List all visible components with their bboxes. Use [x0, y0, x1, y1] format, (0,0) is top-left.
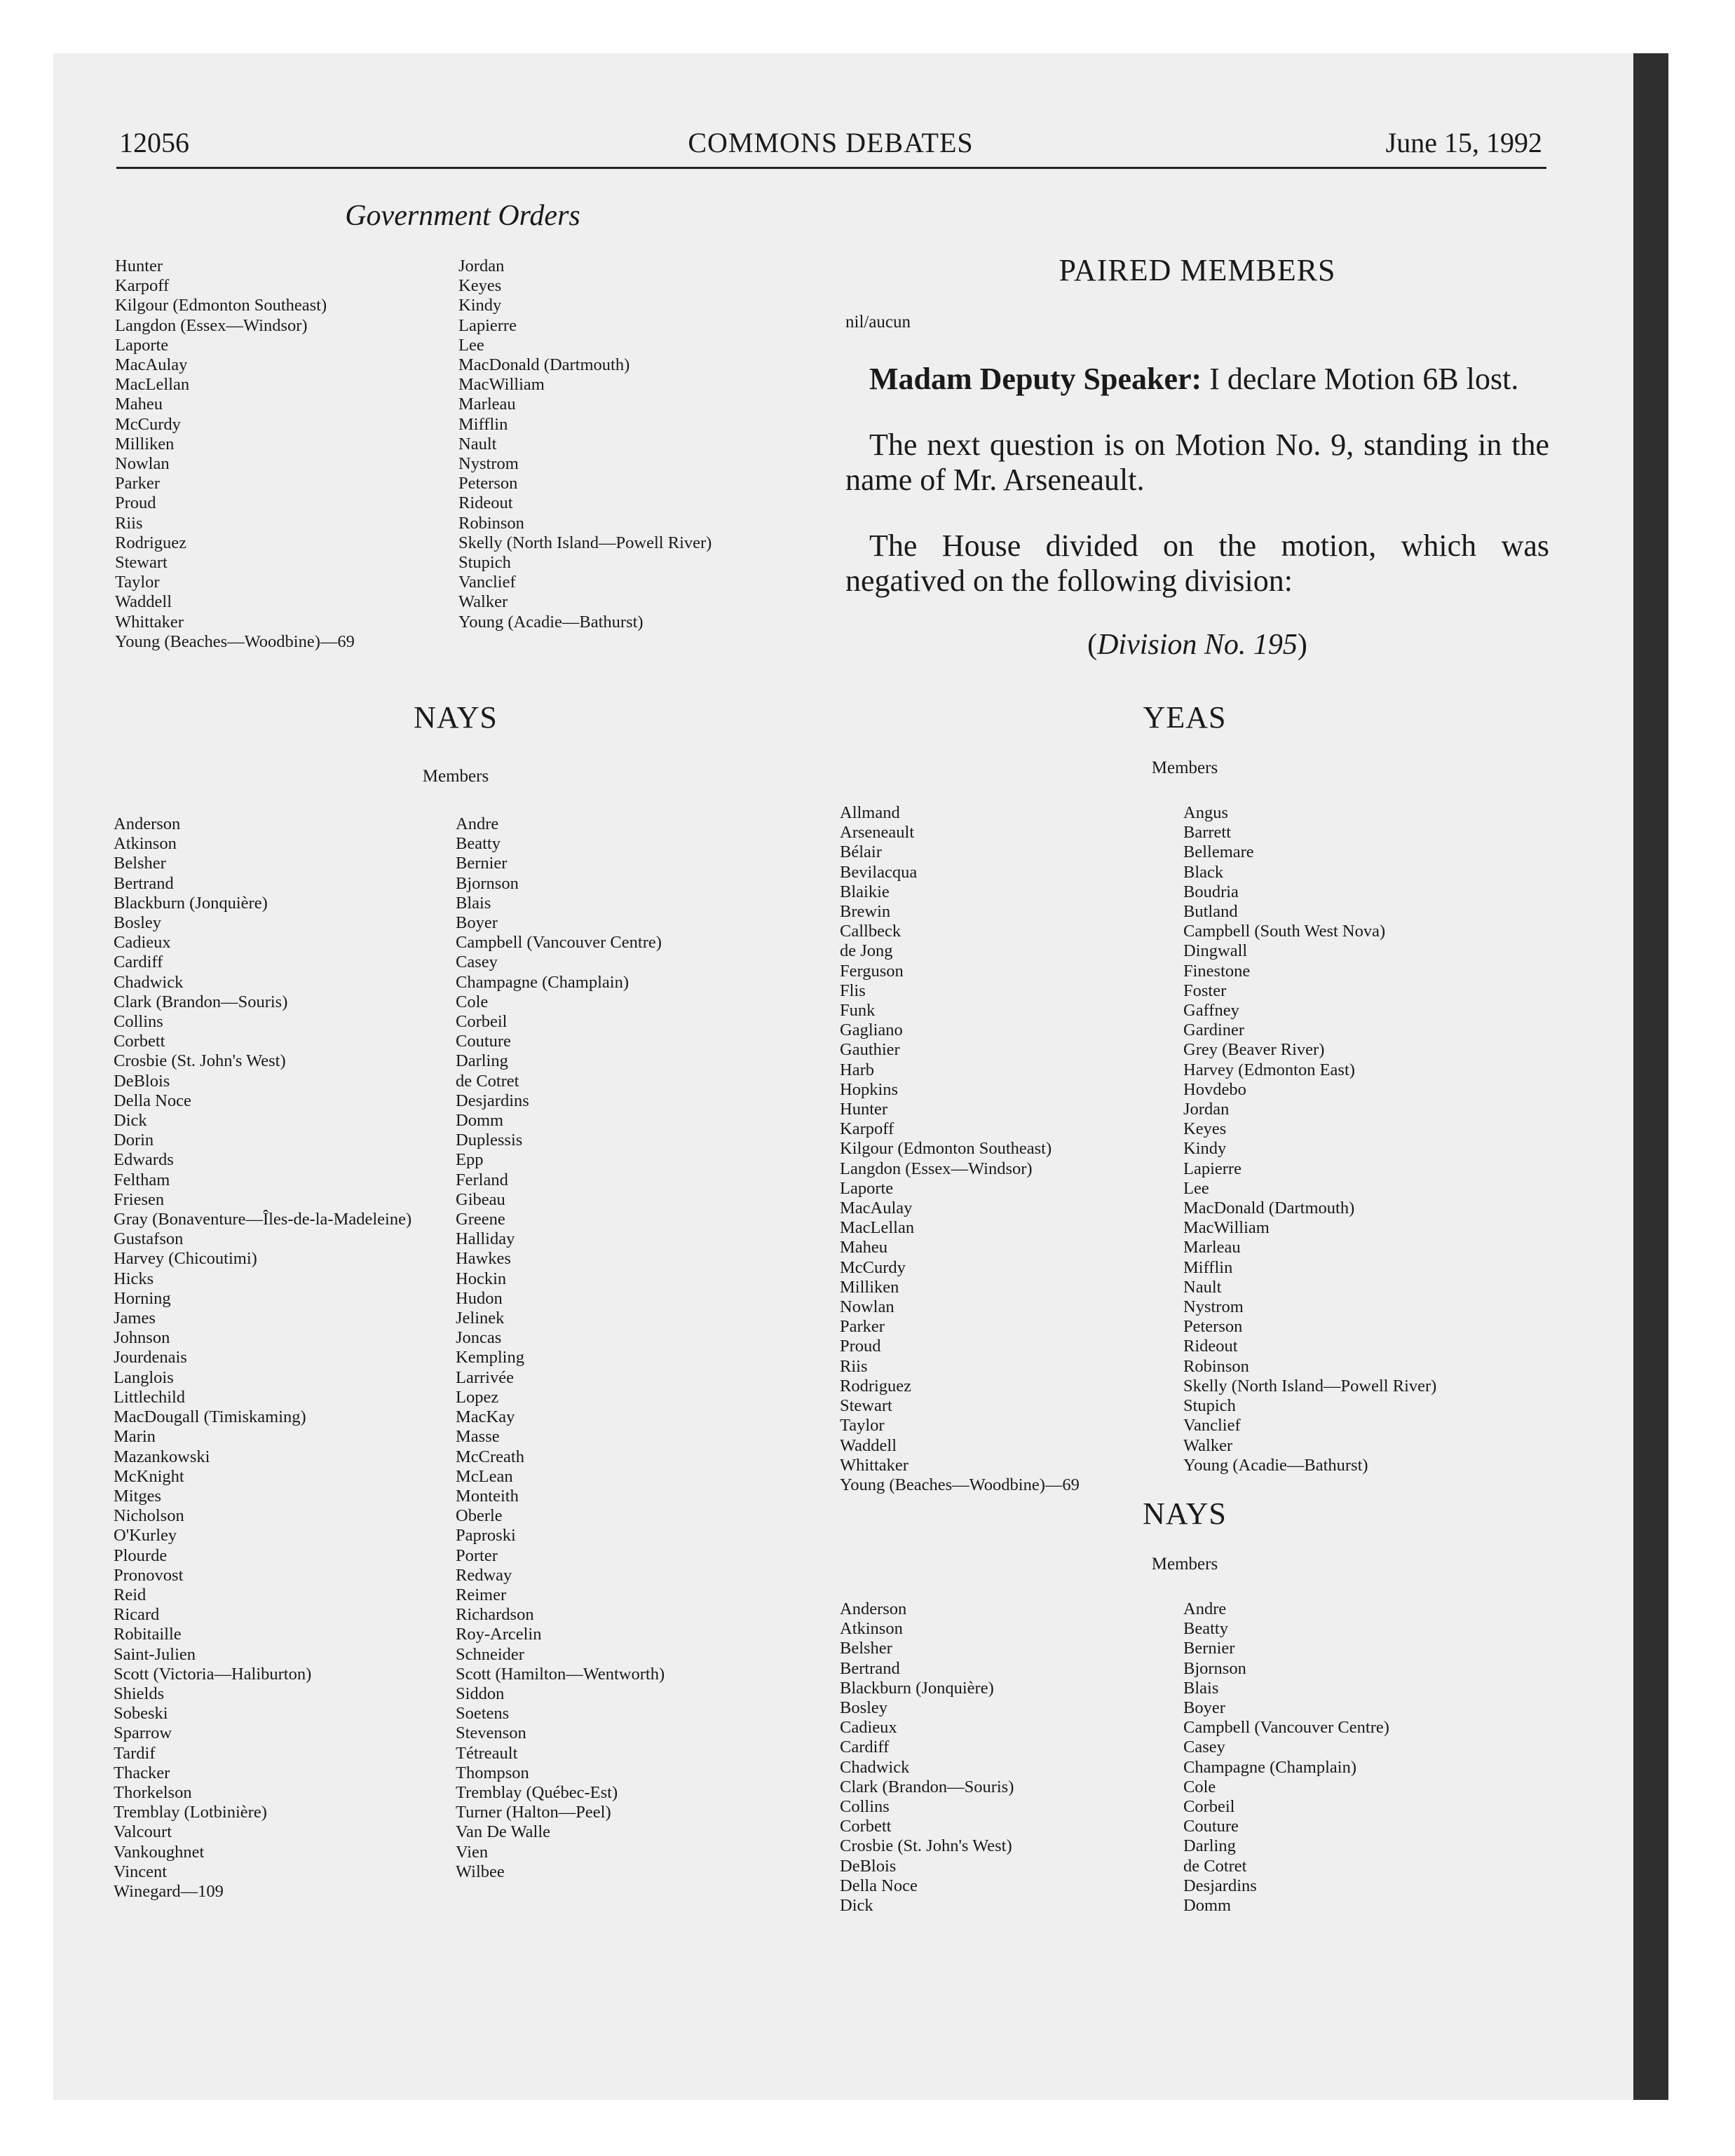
member-name: Kilgour (Edmonton Southeast): [115, 296, 327, 315]
member-name: Harvey (Edmonton East): [1183, 1060, 1355, 1079]
member-name: Vanclief: [1183, 1416, 1241, 1435]
member-name: Dorin: [114, 1131, 154, 1150]
member-name: Robitaille: [114, 1625, 182, 1644]
section-title: Government Orders: [345, 200, 580, 232]
member-name: Angus: [1183, 803, 1228, 822]
member-name: Gustafson: [114, 1229, 184, 1249]
division-number: [845, 628, 1549, 662]
member-name: Funk: [840, 1001, 876, 1021]
member-name: Hawkes: [456, 1249, 511, 1269]
member-name: Cadieux: [114, 933, 171, 953]
member-name: Walker: [458, 592, 508, 612]
member-name: Pronovost: [114, 1565, 184, 1585]
member-name: Jordan: [1183, 1100, 1230, 1119]
member-name: Lapierre: [458, 315, 517, 335]
member-name: Mitges: [114, 1486, 162, 1506]
member-name: Schneider: [456, 1644, 524, 1664]
member-name: Cardiff: [840, 1738, 890, 1757]
member-name: Masse: [456, 1427, 500, 1447]
member-name: Stewart: [840, 1396, 892, 1416]
member-name: MacAulay: [115, 355, 188, 375]
member-name: Finestone: [1183, 961, 1251, 981]
division-label: Division No. 195: [1097, 629, 1298, 661]
member-name: Horning: [114, 1288, 171, 1308]
member-name: Wilbee: [456, 1862, 505, 1881]
scan-edge-shadow: [1633, 53, 1668, 2100]
member-name: Hicks: [114, 1269, 154, 1288]
member-name: Hunter: [840, 1100, 888, 1119]
member-name: Harvey (Chicoutimi): [114, 1249, 257, 1269]
member-name: Larrivée: [456, 1367, 514, 1387]
member-name: Langdon (Essex—Windsor): [840, 1159, 1033, 1178]
member-name: Chadwick: [840, 1757, 910, 1777]
member-name: Greene: [456, 1210, 505, 1229]
member-name: MacWilliam: [458, 375, 545, 395]
speaker-name: Madam Deputy Speaker:: [869, 362, 1202, 396]
member-name: Stewart: [115, 553, 168, 573]
member-name: Langlois: [114, 1367, 174, 1387]
member-name: Hudon: [456, 1288, 503, 1308]
member-name: Dick: [840, 1896, 873, 1916]
member-name: Bernier: [1183, 1639, 1235, 1658]
member-name: MacDonald (Dartmouth): [458, 355, 630, 375]
paired-members-value: nil/aucun: [845, 313, 911, 332]
member-name: Bjornson: [456, 873, 519, 893]
member-name: Whittaker: [840, 1455, 909, 1475]
member-name: Corbeil: [456, 1012, 508, 1032]
member-name: Maheu: [840, 1238, 888, 1257]
right-nays-heading: NAYS: [1143, 1496, 1227, 1531]
member-name: McCurdy: [840, 1257, 906, 1277]
member-name: Nystrom: [1183, 1297, 1244, 1317]
member-name: Lee: [1183, 1178, 1209, 1198]
member-name: Karpoff: [115, 276, 170, 296]
member-name: Karpoff: [840, 1119, 894, 1139]
member-name: Littlechild: [114, 1387, 186, 1407]
member-name: Soetens: [456, 1704, 510, 1724]
member-name: Tremblay (Québec-Est): [456, 1782, 618, 1802]
speaker-statement: [845, 362, 1549, 397]
member-name: Gibeau: [456, 1189, 505, 1209]
member-name: Atkinson: [114, 834, 177, 854]
member-name: Anderson: [114, 814, 181, 833]
member-name: Peterson: [1183, 1317, 1243, 1337]
member-name: Stupich: [1183, 1396, 1236, 1416]
member-name: Stupich: [458, 553, 511, 573]
member-name: Bjornson: [1183, 1658, 1246, 1678]
member-name: MacLellan: [115, 375, 190, 395]
member-name: Jelinek: [456, 1309, 505, 1328]
member-name: Hunter: [115, 257, 163, 275]
member-name: Corbett: [840, 1817, 892, 1836]
member-name: Hopkins: [840, 1079, 899, 1099]
member-name: Chadwick: [114, 972, 184, 992]
member-name: Bernier: [456, 854, 508, 873]
member-name: Plourde: [114, 1546, 168, 1565]
member-name: Redway: [456, 1565, 512, 1585]
member-name: Bellemare: [1183, 842, 1254, 862]
member-name: Collins: [840, 1797, 890, 1817]
member-name: Rideout: [458, 493, 513, 513]
division-open-paren: (: [1087, 629, 1098, 661]
member-name: Crosbie (St. John's West): [840, 1836, 1012, 1856]
member-name: Jordan: [458, 257, 505, 275]
member-name: Allmand: [840, 803, 900, 822]
member-name: Couture: [456, 1032, 511, 1051]
member-name: Bertrand: [114, 873, 174, 893]
left-nays-col2: [456, 814, 665, 1882]
member-name: Domm: [456, 1111, 504, 1131]
member-name: Domm: [1183, 1896, 1232, 1916]
member-name: Mazankowski: [114, 1447, 210, 1466]
member-name: Porter: [456, 1546, 498, 1565]
member-name: Turner (Halton—Peel): [456, 1803, 611, 1822]
member-name: Stevenson: [456, 1724, 526, 1743]
member-name: Blais: [456, 893, 491, 913]
member-name: Clark (Brandon—Souris): [114, 992, 288, 1011]
member-name: Andre: [1183, 1599, 1227, 1618]
member-name: Walker: [1183, 1435, 1233, 1455]
member-name: McKnight: [114, 1466, 184, 1486]
member-name: Gray (Bonaventure—Îles-de-la-Madeleine): [114, 1210, 412, 1229]
member-name: Langdon (Essex—Windsor): [115, 315, 308, 335]
member-name: Winegard—109: [114, 1881, 224, 1901]
member-name: Riis: [840, 1356, 868, 1376]
member-name: Edwards: [114, 1150, 174, 1170]
member-name: Sobeski: [114, 1704, 168, 1724]
right-nays-col1: [840, 1599, 1014, 1916]
member-name: MacDougall (Timiskaming): [114, 1407, 306, 1427]
member-name: Hovdebo: [1183, 1079, 1246, 1099]
member-name: Gaffney: [1183, 1001, 1239, 1021]
header-rule: [116, 167, 1546, 169]
member-name: Young (Acadie—Bathurst): [458, 612, 644, 632]
next-question-paragraph: The next question is on Motion No. 9, standing in the name of Mr. Arseneault.: [845, 428, 1549, 497]
member-name: Duplessis: [456, 1131, 523, 1150]
member-name: Rodriguez: [840, 1376, 912, 1396]
member-name: Vien: [456, 1842, 489, 1862]
member-name: Tremblay (Lotbinière): [114, 1803, 267, 1822]
speaker-statement-text: I declare Motion 6B lost.: [1202, 362, 1519, 396]
member-name: Paproski: [456, 1526, 516, 1546]
member-name: Laporte: [115, 335, 169, 355]
member-name: Black: [1183, 862, 1224, 882]
member-name: Darling: [1183, 1836, 1236, 1856]
member-name: Champagne (Champlain): [1183, 1757, 1356, 1777]
member-name: Brewin: [840, 902, 891, 922]
member-name: Marin: [114, 1427, 156, 1447]
member-name: Valcourt: [114, 1822, 172, 1842]
member-name: Couture: [1183, 1817, 1239, 1836]
member-name: Della Noce: [114, 1091, 191, 1110]
member-name: Young (Beaches—Woodbine)—69: [840, 1475, 1080, 1494]
member-name: Nault: [1183, 1277, 1222, 1297]
member-name: Bélair: [840, 842, 882, 862]
member-name: Bosley: [840, 1698, 888, 1718]
member-name: Tardif: [114, 1743, 156, 1763]
member-name: Scott (Hamilton—Wentworth): [456, 1664, 665, 1684]
member-name: Boyer: [1183, 1698, 1225, 1718]
member-name: de Jong: [840, 941, 893, 961]
member-name: Halliday: [456, 1229, 515, 1249]
member-name: Cole: [456, 992, 489, 1011]
right-yeas-col1: [840, 803, 1080, 1495]
member-name: Riis: [115, 513, 143, 533]
member-name: Gagliano: [840, 1021, 903, 1040]
member-name: Keyes: [1183, 1119, 1227, 1139]
member-name: Della Noce: [840, 1876, 918, 1895]
member-name: McCurdy: [115, 414, 181, 434]
member-name: Foster: [1183, 981, 1227, 1000]
member-name: Clark (Brandon—Souris): [840, 1777, 1014, 1796]
member-name: Reimer: [456, 1585, 507, 1604]
member-name: Lee: [458, 335, 484, 355]
member-name: Desjardins: [456, 1091, 529, 1110]
member-name: Darling: [456, 1051, 508, 1071]
member-name: McLean: [456, 1466, 513, 1486]
member-name: Skelly (North Island—Powell River): [1183, 1376, 1437, 1396]
member-name: Taylor: [840, 1416, 885, 1435]
member-name: Atkinson: [840, 1619, 903, 1639]
member-name: Scott (Victoria—Haliburton): [114, 1664, 312, 1684]
member-name: Kempling: [456, 1348, 524, 1367]
member-name: McCreath: [456, 1447, 524, 1466]
member-name: Gardiner: [1183, 1021, 1245, 1040]
member-name: Hockin: [456, 1269, 507, 1288]
member-name: Corbeil: [1183, 1797, 1235, 1817]
right-yeas-subheading: Members: [1151, 758, 1218, 777]
member-name: Monteith: [456, 1486, 519, 1506]
publication-title: COMMONS DEBATES: [688, 127, 974, 158]
member-name: Young (Acadie—Bathurst): [1183, 1455, 1368, 1475]
member-name: Harb: [840, 1060, 874, 1079]
member-name: Saint-Julien: [114, 1644, 196, 1664]
member-name: Ferland: [456, 1170, 508, 1189]
member-name: Barrett: [1183, 823, 1232, 842]
page-header: [119, 126, 1542, 168]
member-name: Feltham: [114, 1170, 170, 1189]
member-name: Desjardins: [1183, 1876, 1257, 1895]
member-name: Thompson: [456, 1763, 529, 1782]
member-name: Siddon: [456, 1684, 505, 1703]
member-name: Roy-Arcelin: [456, 1625, 542, 1644]
member-name: Van De Walle: [456, 1822, 551, 1842]
member-name: Nault: [458, 434, 497, 453]
member-name: Bosley: [114, 913, 162, 933]
right-yeas-col2: [1183, 803, 1436, 1475]
member-name: Whittaker: [115, 612, 184, 632]
division-close-paren: ): [1297, 629, 1307, 661]
member-name: Crosbie (St. John's West): [114, 1051, 286, 1071]
member-name: Jourdenais: [114, 1348, 187, 1367]
member-name: Nowlan: [840, 1297, 894, 1317]
member-name: Keyes: [458, 276, 502, 296]
member-name: Anderson: [840, 1599, 907, 1618]
member-name: Kindy: [458, 296, 502, 315]
left-nays-subheading: Members: [422, 767, 489, 786]
paired-members-heading: PAIRED MEMBERS: [1059, 253, 1336, 287]
member-name: Reid: [114, 1585, 147, 1604]
member-name: Corbett: [114, 1032, 165, 1051]
member-name: MacWilliam: [1183, 1218, 1270, 1238]
member-name: Robinson: [458, 513, 524, 533]
member-name: Mifflin: [458, 414, 508, 434]
member-name: Nystrom: [458, 454, 519, 474]
member-name: Marleau: [1183, 1238, 1241, 1257]
member-name: Kilgour (Edmonton Southeast): [840, 1139, 1052, 1159]
member-name: Callbeck: [840, 922, 901, 941]
member-name: Richardson: [456, 1605, 534, 1625]
member-name: Collins: [114, 1012, 163, 1032]
member-name: Parker: [840, 1317, 885, 1337]
member-name: Ricard: [114, 1605, 160, 1625]
member-name: Marleau: [458, 395, 516, 414]
member-name: MacKay: [456, 1407, 515, 1427]
member-name: Cole: [1183, 1777, 1216, 1796]
member-name: Campbell (Vancouver Centre): [1183, 1718, 1389, 1738]
member-name: Maheu: [115, 395, 163, 414]
member-name: Arseneault: [840, 823, 915, 842]
member-name: Parker: [115, 474, 160, 493]
member-name: Nowlan: [115, 454, 170, 474]
member-name: Blais: [1183, 1678, 1219, 1698]
member-name: Johnson: [114, 1328, 170, 1348]
member-name: Peterson: [458, 474, 518, 493]
member-name: Champagne (Champlain): [456, 972, 629, 992]
member-name: MacDonald (Dartmouth): [1183, 1199, 1355, 1218]
member-name: Rodriguez: [115, 533, 187, 552]
right-nays-subheading: Members: [1151, 1555, 1218, 1574]
member-name: Shields: [114, 1684, 165, 1703]
member-name: Vincent: [114, 1862, 168, 1881]
right-yeas-heading: YEAS: [1143, 700, 1227, 735]
member-name: de Cotret: [456, 1071, 519, 1091]
member-name: Rideout: [1183, 1337, 1238, 1356]
member-name: Flis: [840, 981, 866, 1000]
member-name: Lopez: [456, 1387, 499, 1407]
member-name: DeBlois: [114, 1071, 170, 1091]
member-name: de Cotret: [1183, 1856, 1247, 1876]
member-name: Kindy: [1183, 1139, 1227, 1159]
member-name: Friesen: [114, 1189, 165, 1209]
page-date: June 15, 1992: [1385, 127, 1542, 158]
member-name: Blackburn (Jonquière): [114, 893, 268, 913]
member-name: Dick: [114, 1111, 147, 1131]
member-name: Andre: [456, 814, 499, 833]
member-name: Proud: [840, 1337, 881, 1356]
member-name: Mifflin: [1183, 1257, 1233, 1277]
member-name: Lapierre: [1183, 1159, 1241, 1178]
member-name: Boudria: [1183, 882, 1239, 901]
member-name: Ferguson: [840, 961, 904, 981]
member-name: Belsher: [114, 854, 166, 873]
left-nays-heading: NAYS: [414, 700, 498, 735]
member-name: Grey (Beaver River): [1183, 1040, 1325, 1060]
member-name: Oberle: [456, 1506, 503, 1526]
member-name: Cardiff: [114, 953, 163, 972]
member-name: Waddell: [115, 592, 172, 612]
member-name: Skelly (North Island—Powell River): [458, 533, 712, 552]
member-name: Sparrow: [114, 1724, 172, 1743]
member-name: Thacker: [114, 1763, 170, 1782]
member-name: Beatty: [1183, 1619, 1228, 1639]
member-name: O'Kurley: [114, 1526, 177, 1546]
member-name: Young (Beaches—Woodbine)—69: [115, 632, 355, 651]
right-nays-col2: [1183, 1599, 1389, 1916]
member-name: Epp: [456, 1150, 484, 1170]
member-name: Waddell: [840, 1435, 897, 1455]
member-name: Bevilacqua: [840, 862, 918, 882]
left-cont-yeas-col2: [458, 257, 712, 632]
page-number: 12056: [119, 127, 189, 158]
member-name: DeBlois: [840, 1856, 897, 1876]
member-name: Dingwall: [1183, 941, 1248, 961]
member-name: Bertrand: [840, 1658, 900, 1678]
member-name: Nicholson: [114, 1506, 184, 1526]
member-name: Milliken: [840, 1277, 899, 1297]
member-name: Butland: [1183, 902, 1238, 922]
member-name: Robinson: [1183, 1356, 1249, 1376]
member-name: Casey: [456, 953, 498, 972]
member-name: Joncas: [456, 1328, 502, 1348]
member-name: MacLellan: [840, 1218, 915, 1238]
member-name: Blaikie: [840, 882, 890, 901]
member-name: MacAulay: [840, 1199, 913, 1218]
member-name: Campbell (South West Nova): [1183, 922, 1386, 941]
member-name: Gauthier: [840, 1040, 900, 1060]
house-divided-paragraph: The House divided on the motion, which was negatived on the following division:: [845, 528, 1549, 598]
member-name: Tétreault: [456, 1743, 518, 1763]
member-name: Belsher: [840, 1639, 892, 1658]
member-name: Boyer: [456, 913, 498, 933]
member-name: Proud: [115, 493, 156, 513]
member-name: Vanclief: [458, 573, 516, 592]
left-nays-col1: [114, 814, 411, 1902]
member-name: Beatty: [456, 834, 501, 854]
member-name: Milliken: [115, 434, 175, 453]
member-name: Vankoughnet: [114, 1842, 205, 1862]
member-name: James: [114, 1309, 156, 1328]
member-name: Cadieux: [840, 1718, 897, 1738]
member-name: Campbell (Vancouver Centre): [456, 933, 662, 953]
member-name: Blackburn (Jonquière): [840, 1678, 994, 1698]
member-name: Thorkelson: [114, 1782, 192, 1802]
member-name: Casey: [1183, 1738, 1225, 1757]
member-name: Laporte: [840, 1178, 894, 1198]
left-cont-yeas-col1: [115, 257, 355, 652]
member-name: Taylor: [115, 573, 160, 592]
